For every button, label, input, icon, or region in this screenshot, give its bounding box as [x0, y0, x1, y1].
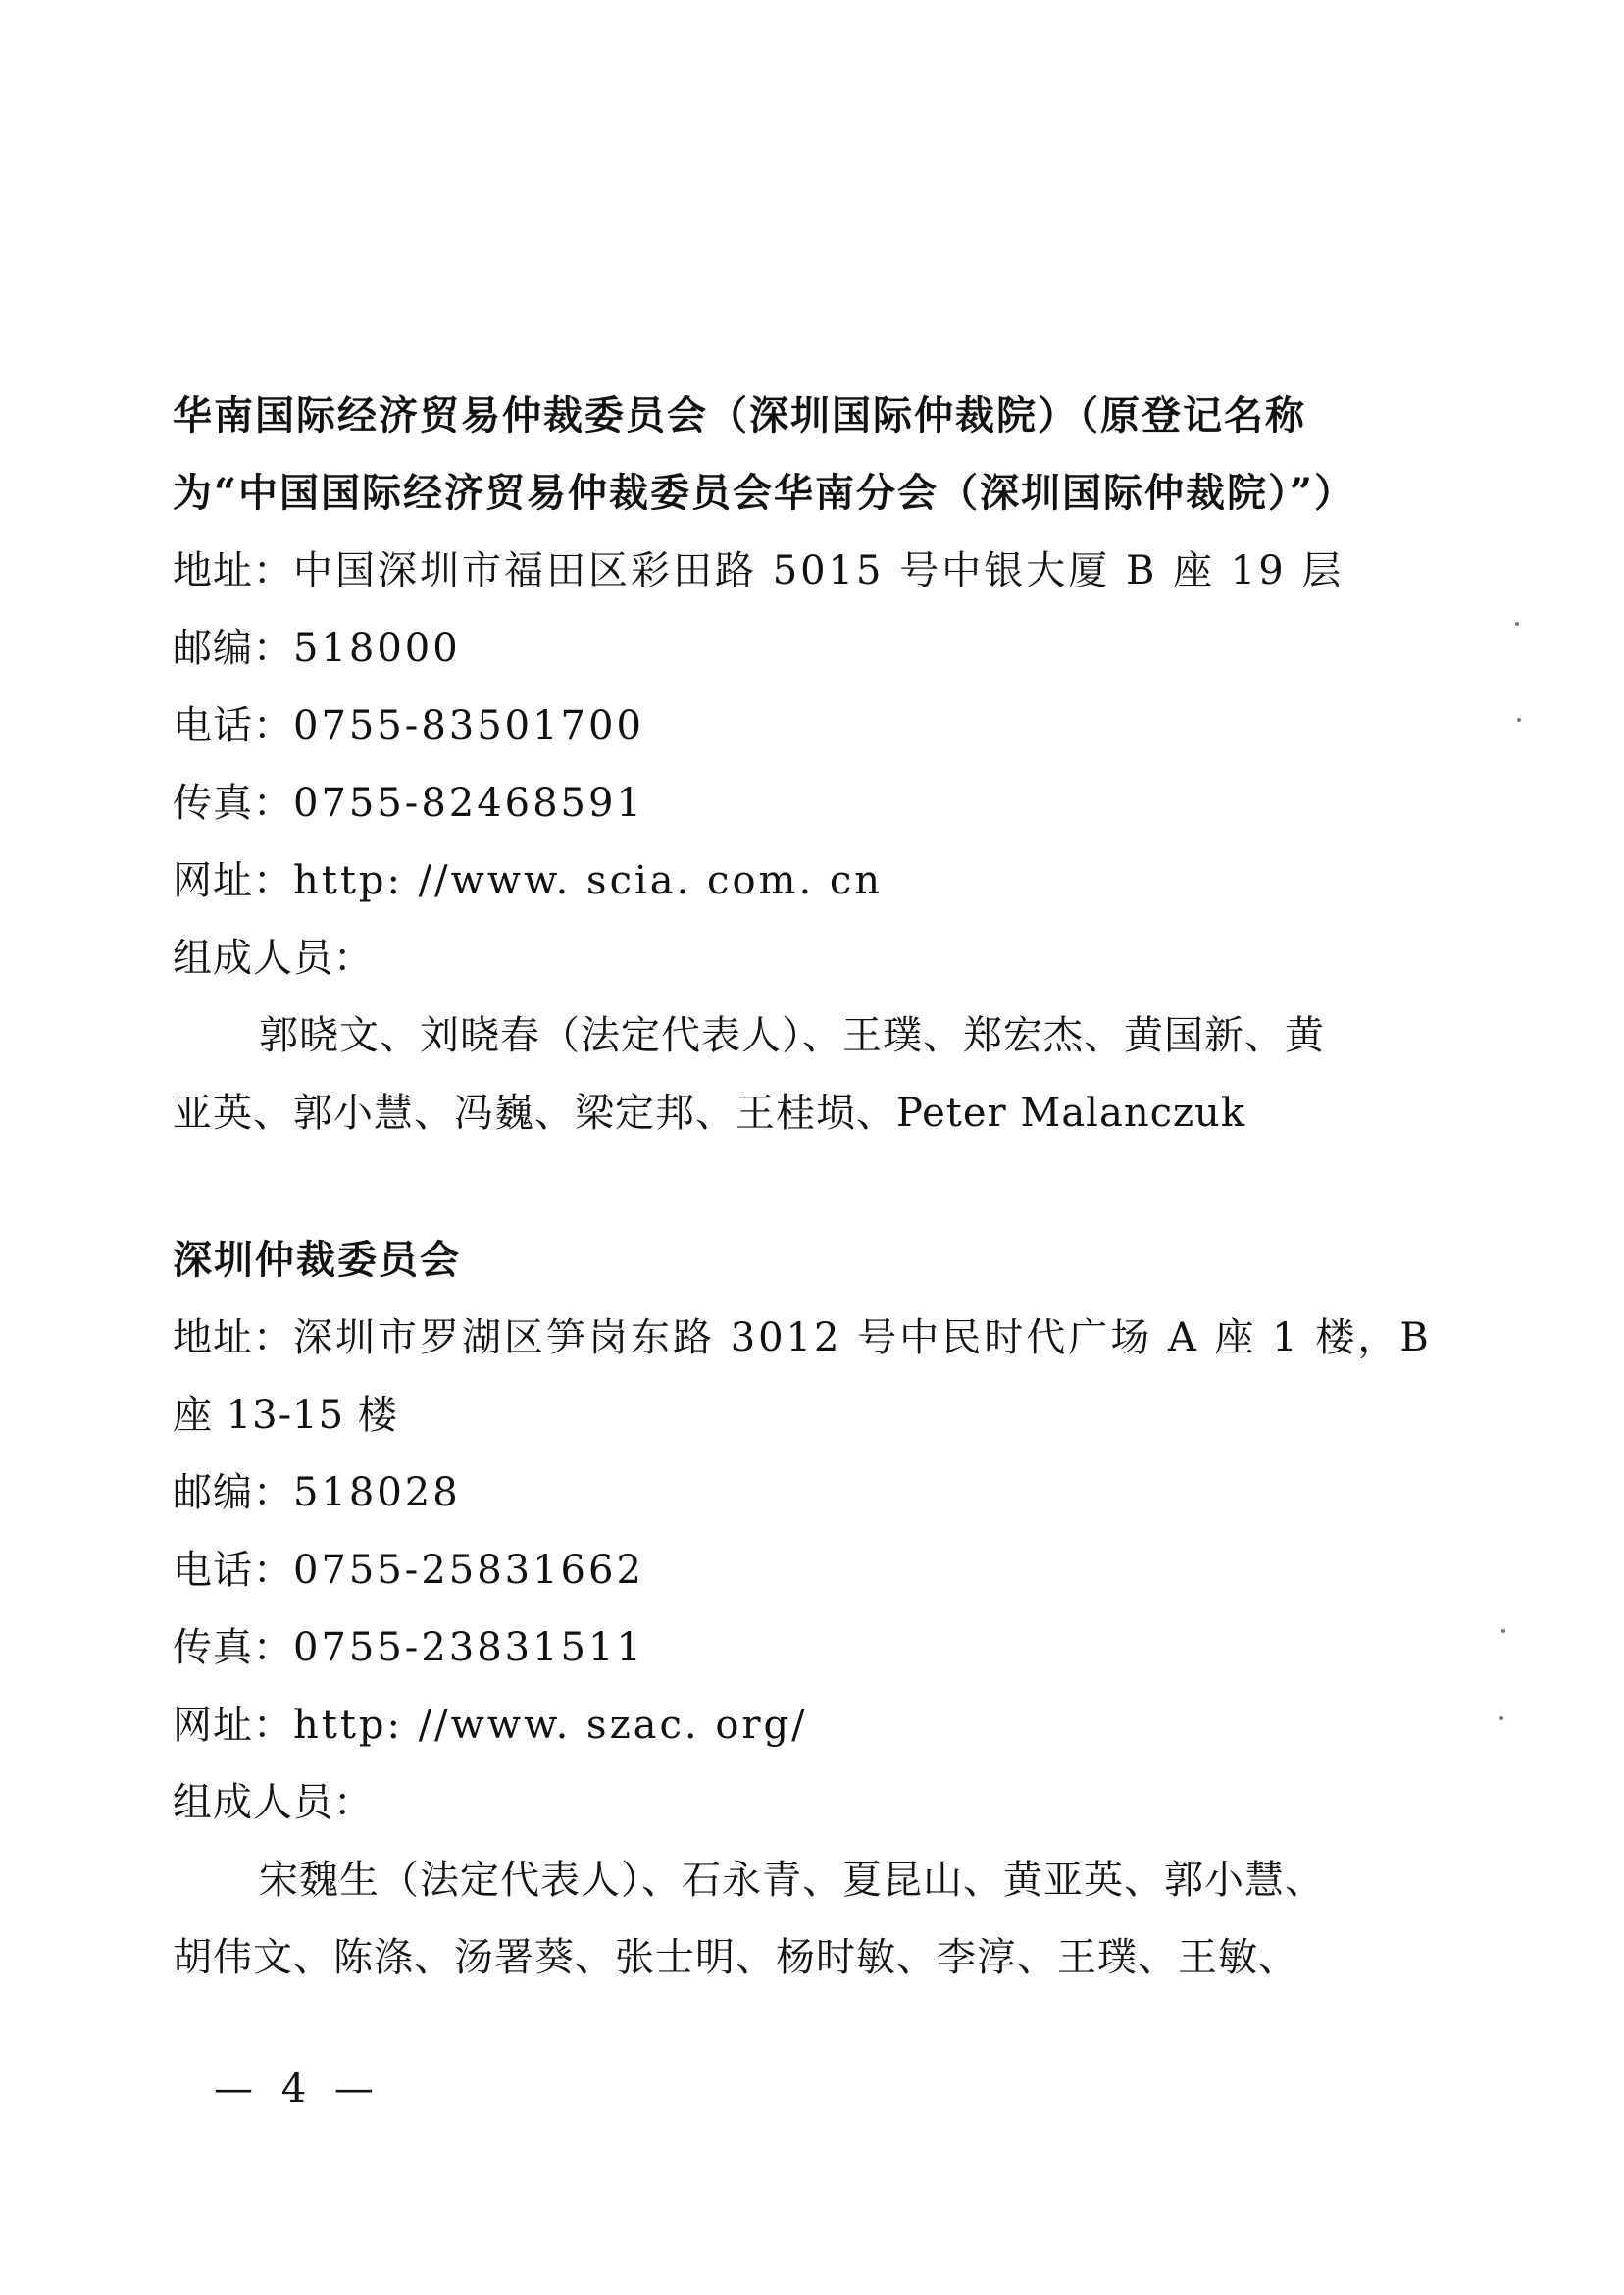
page-number: — 4 — [214, 2066, 381, 2112]
section2-address-line1 [173, 1312, 1432, 1363]
section2-title: 深圳仲裁委员会 [173, 1237, 461, 1283]
fax-label: 传真： [173, 1625, 293, 1670]
section1-members-line1: 郭晓文、刘晓春（法定代表人）、王璞、郑宏杰、黄国新、黄 [259, 1013, 1325, 1058]
address-value: 中国深圳市福田区彩田路 5015 号中银大厦 B 座 19 层 [293, 548, 1345, 593]
section1-members-line2: 亚英、郭小慧、冯巍、梁定邦、王桂埙、Peter Malanczuk [173, 1091, 1246, 1136]
fax-value: 0755-82468591 [293, 781, 644, 826]
fax-value: 0755-23831511 [293, 1625, 644, 1670]
section1-address [173, 545, 1344, 596]
section2-members-line2: 胡伟文、陈涤、汤署葵、张士明、杨时敏、李淳、王璞、王敏、 [173, 1935, 1298, 1980]
postcode-label: 邮编： [173, 1470, 293, 1515]
section1-title-line2: 为“中国国际经济贸易仲裁委员会华南分会（深圳国际仲裁院）”） [173, 470, 1356, 516]
address-label: 地址： [173, 548, 293, 593]
section2-website [173, 1700, 808, 1751]
phone-value: 0755-83501700 [293, 703, 644, 748]
section2-fax [173, 1622, 644, 1673]
postcode-value: 518000 [293, 626, 461, 671]
section1-postcode [173, 623, 461, 674]
website-value: http: //www. scia. com. cn [293, 858, 884, 903]
website-label: 网址： [173, 858, 293, 903]
section1-phone [173, 700, 644, 751]
scan-speck [1499, 1716, 1503, 1720]
section2-phone [173, 1545, 644, 1596]
section2-postcode [173, 1467, 461, 1518]
section2-members-line1: 宋魏生（法定代表人）、石永青、夏昆山、黄亚英、郭小慧、 [259, 1858, 1325, 1903]
address-value: 深圳市罗湖区笋岗东路 3012 号中民时代广场 A 座 1 楼，B [293, 1315, 1432, 1360]
phone-label: 电话： [173, 1548, 293, 1593]
scan-speck [1501, 1629, 1505, 1633]
postcode-label: 邮编： [173, 626, 293, 671]
section2-address-line2: 座 13-15 楼 [173, 1393, 398, 1438]
section1-title-line1: 华南国际经济贸易仲裁委员会（深圳国际仲裁院）（原登记名称 [173, 392, 1306, 438]
postcode-value: 518028 [293, 1470, 461, 1515]
website-value: http: //www. szac. org/ [293, 1703, 808, 1748]
section1-website [173, 855, 883, 906]
phone-label: 电话： [173, 703, 293, 748]
scan-speck [1515, 622, 1519, 626]
scan-speck [1517, 718, 1521, 722]
section2-members-label: 组成人员： [173, 1780, 374, 1825]
section1-fax [173, 778, 644, 829]
phone-value: 0755-25831662 [293, 1548, 644, 1593]
section1-members-label: 组成人员： [173, 936, 374, 981]
address-label: 地址： [173, 1315, 293, 1360]
website-label: 网址： [173, 1703, 293, 1748]
fax-label: 传真： [173, 781, 293, 826]
